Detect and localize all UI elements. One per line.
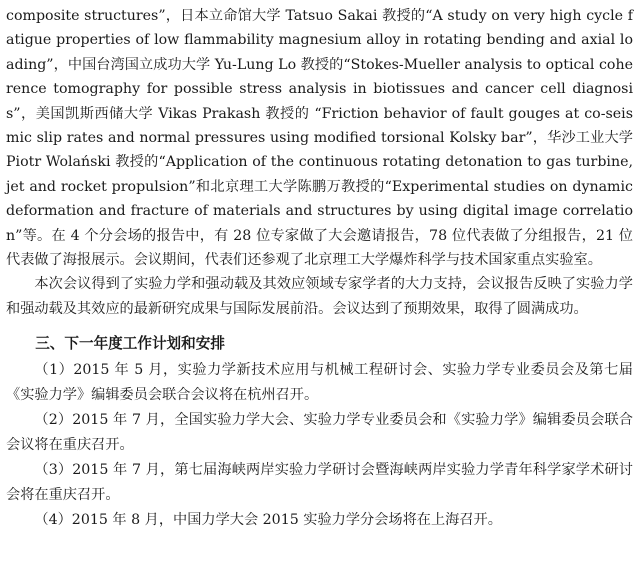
plan-item-4: （4）2015 年 8 月，中国力学大会 2015 实验力学分会场将在上海召开。 [34,512,502,529]
plan-item-2: （2）2015 年 7 月，全国实验力学大会、实验力学专业委员会和《实验力学》编辑委员会联合会议将在重庆召开。 [6,412,633,454]
paragraph-conference-reports: composite structures”，日本立命馆大学 Tatsuo Sakai 教授的“A study on very high cycle fatigue properties of low flammability magnesium alloy in rotating bending and axial loading”，中国台湾国立成功大学 Yu-Lung Lo 教授的“Stokes-Mueller analysis to optical coherence tomography for possible stress analysis in biotissues and cancer cell diagnosis”，美国凯斯西储大学 Vikas Prakash 教授的 “Friction behavior of fault gouges at co-seismic slip rates and normal pressures using modified torsional Kolsky bar”，华沙工业大学 Piotr Wolański 教授的“Application of the continuous rotating detonation to gas turbine, jet and rocket propulsion”和北京理工大学陈鹏万教授的“Experimental studies on dynamic deformation and fracture of materials and structures by using digital image correlation”等。在 4 个分会场的报告中，有 28 位专家做了大会邀请报告，78 位代表做了分组报告，21 位代表做了海报展示。会议期间，代表们还参观了北京理工大学爆炸科学与技术国家重点实验室。 [6,8,633,269]
section-heading-next-year-plan: 三、下一年度工作计划和安排 [35,335,225,353]
plan-item-3: （3）2015 年 7 月，第七届海峡两岸实验力学研讨会暨海峡两岸实验力学青年科学家学术研讨会将在重庆召开。 [6,462,633,504]
paragraph-conference-summary: 本次会议得到了实验力学和强动载及其效应领域专家学者的大力支持，会议报告反映了实验力学和强动载及其效应的最新研究成果与国际发展前沿。会议达到了预期效果，取得了圆满成功。 [6,276,633,317]
plan-item-1: （1）2015 年 5 月，实验力学新技术应用与机械工程研讨会、实验力学专业委员会及第七届《实验力学》编辑委员会联合会议将在杭州召开。 [6,362,633,404]
